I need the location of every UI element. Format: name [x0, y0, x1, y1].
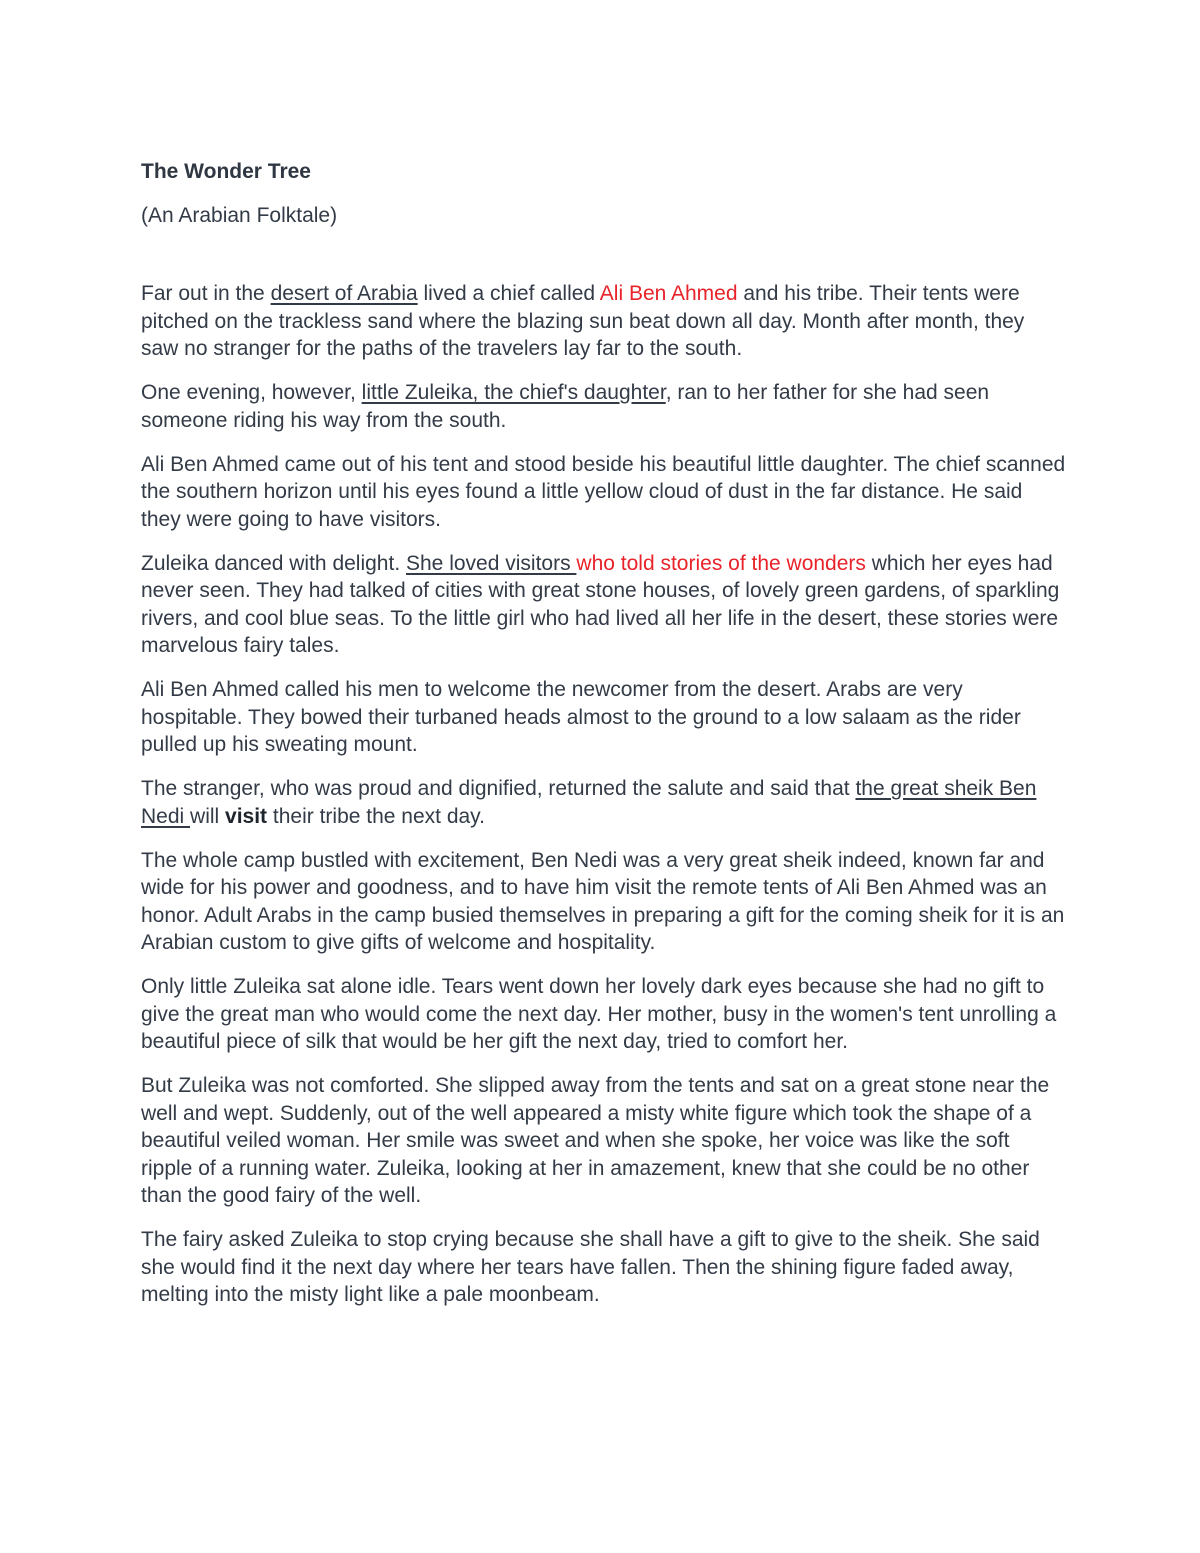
text-run: their tribe the next day.	[267, 804, 485, 828]
underlined-text: She loved visitors	[406, 551, 577, 575]
paragraph-3: Ali Ben Ahmed came out of his tent and stood beside his beautiful little daughter. The chief scanned the southern horizon until his eyes found a little yellow cloud of dust in the far distance. He said they were going to have visitors.	[141, 452, 1066, 531]
text-run: The stranger, who was proud and dignified, returned the salute and said that	[141, 777, 856, 800]
paragraph-6	[141, 775, 1066, 830]
text-run: will	[190, 804, 226, 828]
underlined-text: little Zuleika, the chief's daughter	[361, 381, 666, 404]
paragraph-1	[141, 280, 1066, 363]
highlighted-red-text: Ali Ben Ahmed	[599, 282, 738, 305]
text-run: Far out in the	[141, 282, 271, 305]
text-run: lived a chief called	[417, 282, 600, 305]
paragraph-10: The fairy asked Zuleika to stop crying because she shall have a gift to give to the sheik. She said she would find it the next day where her tears have fallen. Then the shining figure faded away, melting into the misty light like a pale moonbeam.	[141, 1228, 1040, 1306]
paragraph-4	[141, 550, 1066, 660]
text-run: , ran to her father for she had seen someone riding his way from the south.	[141, 381, 990, 432]
document-title: The Wonder Tree	[141, 160, 311, 183]
highlighted-red-text: who told stories of the wonders	[576, 551, 866, 575]
paragraph-2	[141, 379, 1066, 434]
underlined-text: the great sheik Ben Nedi	[141, 777, 1037, 828]
text-run: which her eyes had never seen. They had talked of cities with great stone houses, of lovely green gardens, of sparkling rivers, and cool blue seas. To the little girl who had lived all her life in the desert, these stories were marvelous fairy tales.	[141, 551, 1060, 657]
paragraph-9: But Zuleika was not comforted. She slipped away from the tents and sat on a great stone near the well and wept. Suddenly, out of the well appeared a misty white figure which took the shape of a beautiful veiled woman. Her smile was sweet and when she spoke, her voice was like the soft ripple of a running water. Zuleika, looking at her in amazement, knew that she could be no other than the good fairy of the well.	[141, 1074, 1050, 1207]
bold-text: visit	[225, 804, 268, 828]
paragraph-5: Ali Ben Ahmed called his men to welcome the newcomer from the desert. Arabs are very hospitable. They bowed their turbaned heads almost to the ground to a low salaam as the rider pulled up his sweating mount.	[141, 678, 1021, 756]
document-page	[141, 156, 1066, 1325]
paragraph-7: The whole camp bustled with excitement, Ben Nedi was a very great sheik indeed, known far and wide for his power and goodness, and to have him visit the remote tents of Ali Ben Ahmed was an honor. Adult Arabs in the camp busied themselves in preparing a gift for the coming sheik for it is an Arabian custom to give gifts of welcome and hospitality.	[141, 848, 1065, 954]
text-run: Zuleika danced with delight.	[141, 551, 406, 575]
text-run: One evening, however,	[141, 381, 362, 404]
underlined-text: desert of Arabia	[270, 282, 418, 305]
paragraph-8: Only little Zuleika sat alone idle. Tears went down her lovely dark eyes because she had no gift to give the great man who would come the next day. Her mother, busy in the women's tent unrolling a beautiful piece of silk that would be her gift the next day, tried to comfort her.	[141, 975, 1057, 1053]
document-subtitle: (An Arabian Folktale)	[141, 204, 338, 227]
text-run: and his tribe. Their tents were pitched on the trackless sand where the blazing sun beat down all day. Month after month, they saw no stranger for the paths of the travelers lay far to the south.	[141, 282, 1025, 360]
